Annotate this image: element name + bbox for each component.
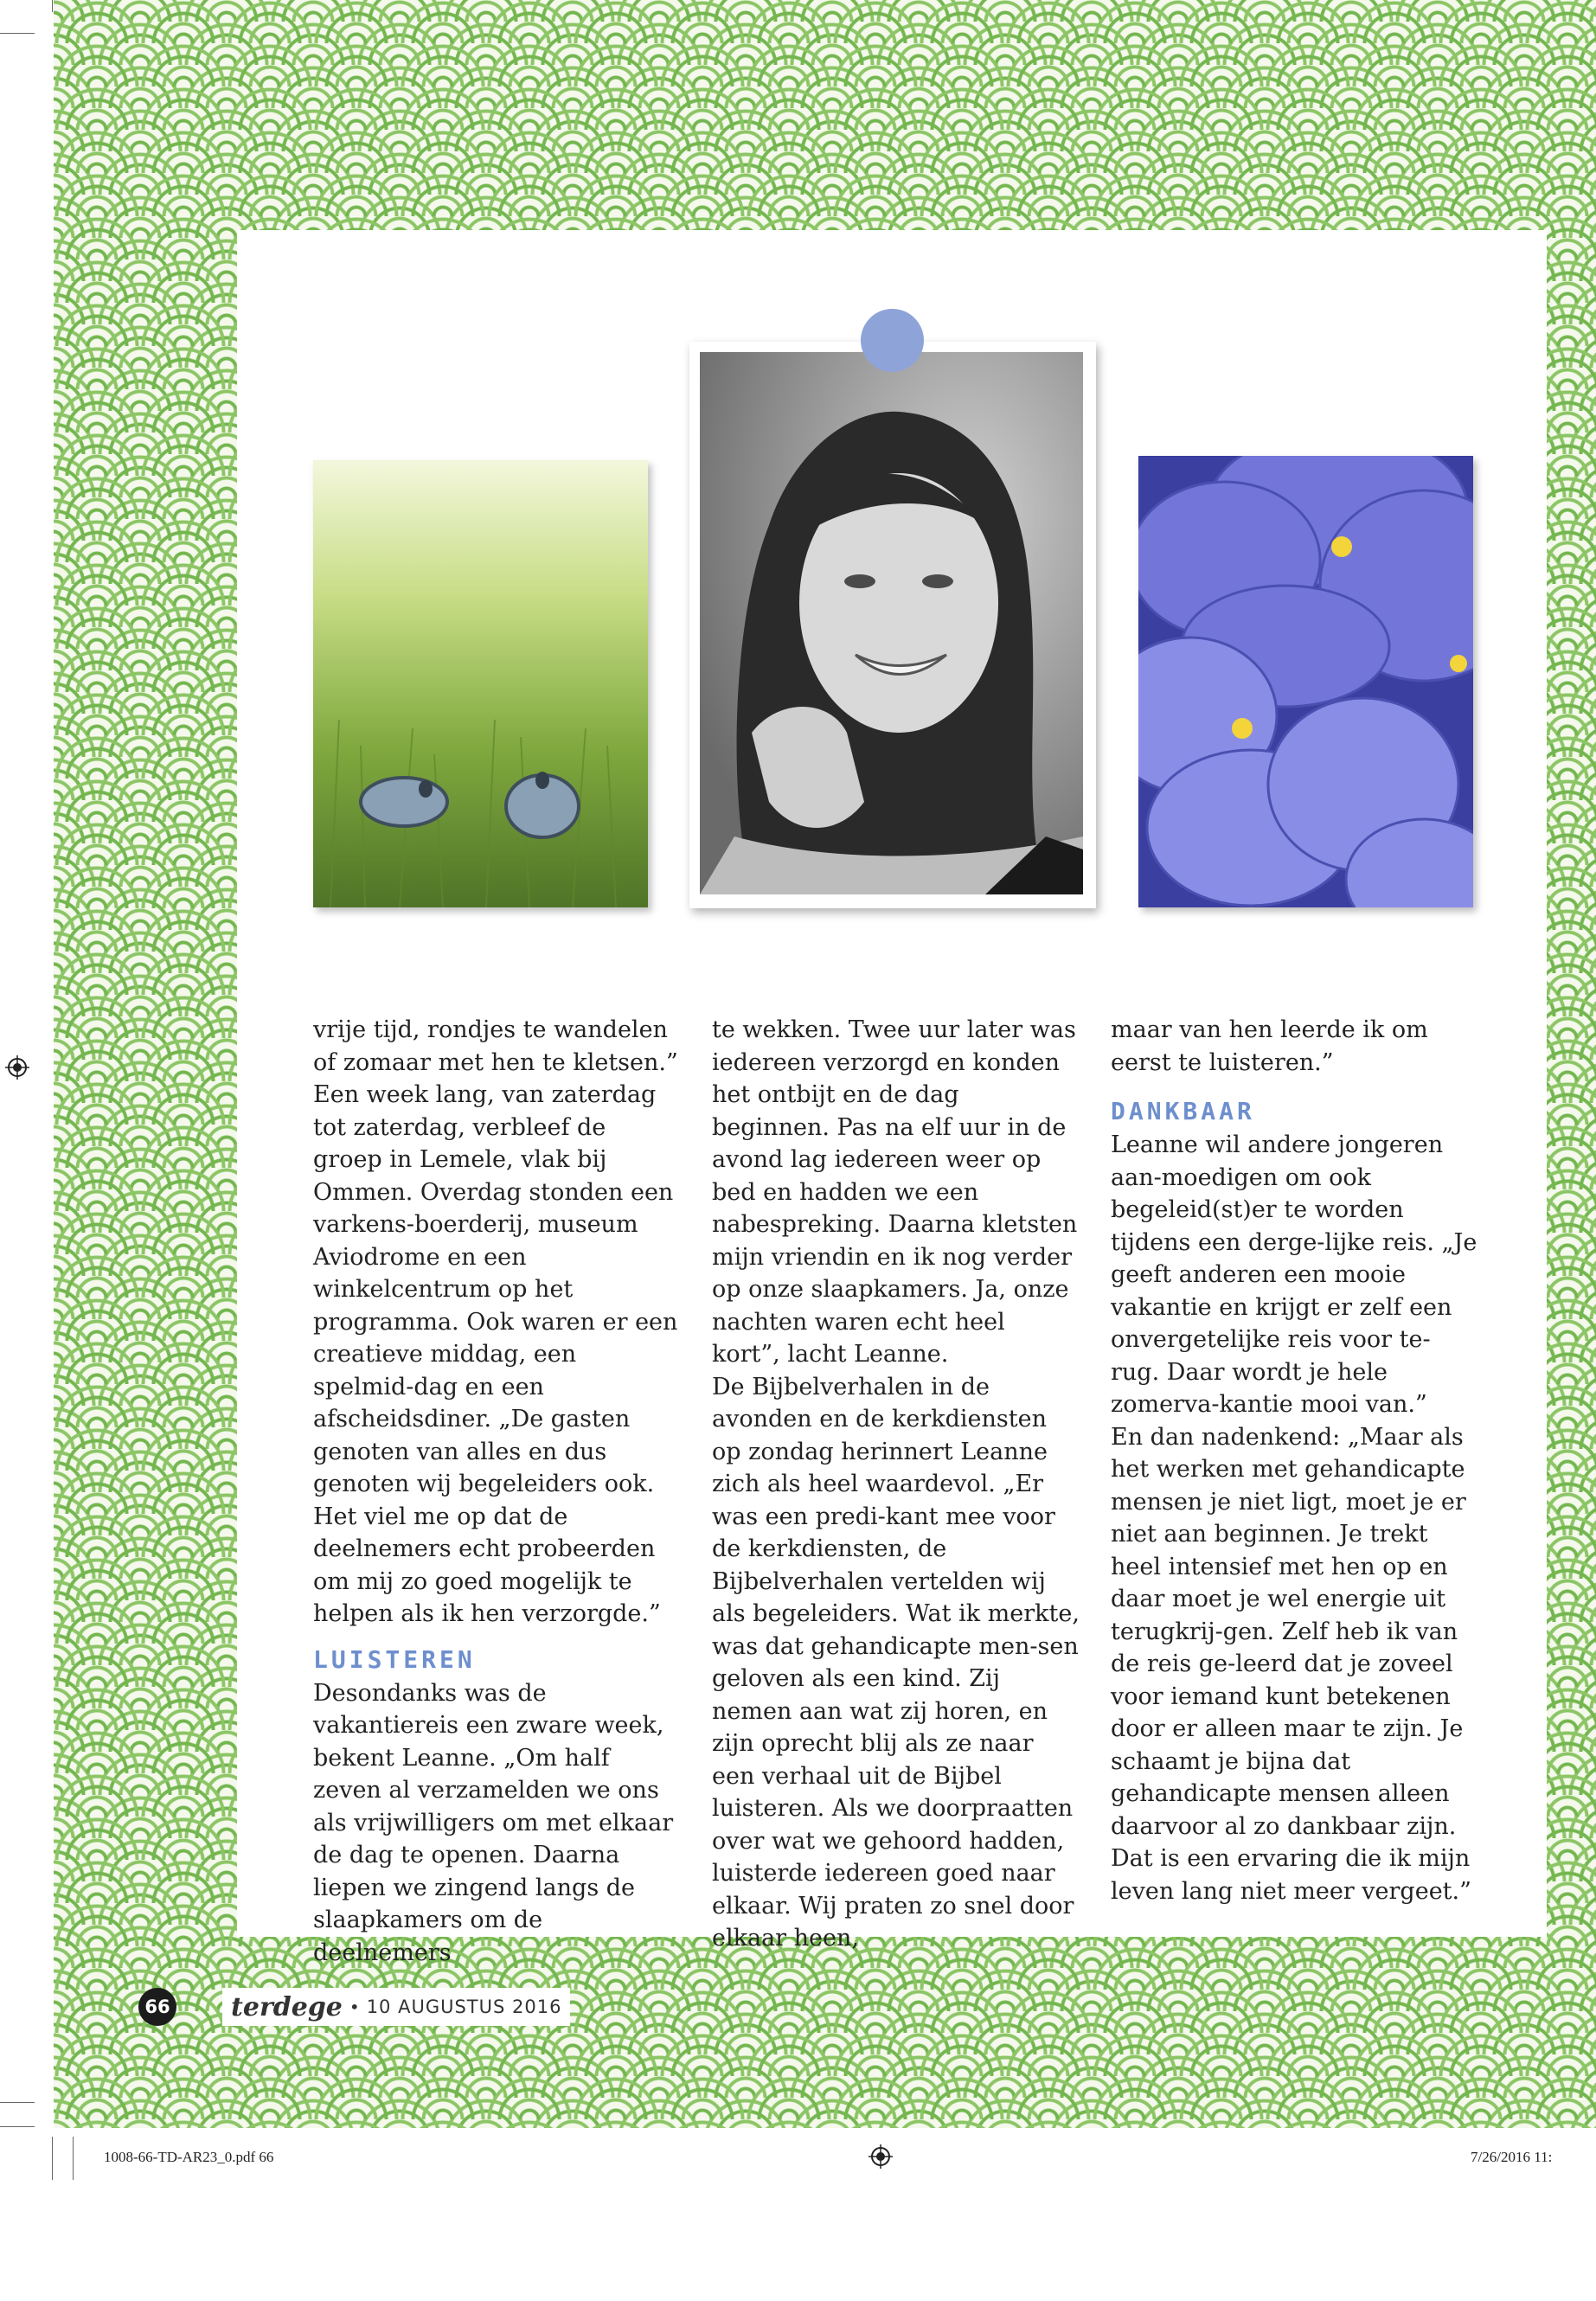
push-pin-icon (861, 309, 924, 372)
magazine-name: terdege (231, 1991, 343, 2022)
crop-mark (0, 33, 35, 34)
registration-mark-icon (869, 2144, 893, 2169)
photo-purple-pansies (1138, 456, 1473, 907)
text-column-1 (313, 1014, 681, 1969)
registration-mark-icon (5, 1055, 29, 1080)
print-slug-timestamp: 7/26/2016 11: (1471, 2149, 1553, 2165)
portrait-photo (700, 352, 1083, 894)
crop-mark (0, 2126, 35, 2127)
crop-mark (0, 2102, 35, 2103)
section-heading-dankbaar: DANKBAAR (1111, 1097, 1255, 1125)
crop-mark (52, 0, 53, 12)
text-column-2 (712, 1014, 1080, 1955)
footer-magazine-label (222, 1988, 570, 2026)
paragraph: Desondanks was de vakantiereis een zware week, bekent Leanne. „Om half zeven al verzamelden we ons als vrijwilligers om met elkaar de dag te openen. Daarna liepen we zingend langs de slaapkamers om de deelnemers (313, 1679, 674, 1966)
section-heading-luisteren: LUISTEREN (313, 1644, 476, 1674)
crop-mark (52, 2137, 53, 2180)
paragraph: Leanne wil andere jongeren aan-moedigen om ook begeleid(st)er te worden tijdens een derge-lijke reis. „Je geeft anderen een mooie vakantie en krijgt er zelf een onvergetelijke reis voor te-rug. Daar wordt je hele zomerva-kantie mooi van.” (1111, 1131, 1477, 1418)
portrait-photo-frame (689, 342, 1096, 908)
paragraph: De Bijbelverhalen in de avonden en de kerkdiensten op zondag herinnert Leanne zich als heel waardevol. „Er was een predi-kant mee voor de kerkdiensten, de Bijbelverhalen vertelden wij als begeleiders. Wat ik merkte, was dat gehandicapte men-sen geloven als een kind. Zij nemen aan wat zij horen, en zijn oprecht blij als ze naar een verhaal uit de Bijbel luisteren. Als we doorpraatten over wat we gehoord hadden, luisterde iedereen goed naar elkaar. Wij praten zo snel door elkaar heen, (712, 1373, 1080, 1952)
paragraph: vrije tijd, rondjes te wandelen of zomaar met hen te kletsen.” Een week lang, van zaterdag tot zaterdag, verbleef de groep in Lemele, vlak bij Ommen. Overdag stonden een varkens-boerderij, museum Aviodrome en een winkelcentrum op het programma. Ook waren er een creatieve middag, een spelmid-dag en een afscheidsdiner. „De gasten genoten van alles en dus genoten wij begeleiders ook. Het viel me op dat de deelnemers echt probeerden om mij zo goed mogelijk te helpen als ik hen verzorgde.” (313, 1016, 678, 1627)
crop-mark (73, 2137, 74, 2180)
photo-flip-flops-on-grass (313, 460, 648, 907)
page-number-badge: 66 (138, 1988, 176, 2026)
paragraph: En dan nadenkend: „Maar als het werken met gehandicapte mensen je niet ligt, moet je er niet aan beginnen. Je trekt heel intensief met hen op en daar moet je wel energie uit terugkrij-gen. Zelf heb ik van de reis ge-leerd dat je zoveel voor iemand kunt betekenen door er alleen maar te zijn. Je schaamt je bijna dat gehandicapte mensen alleen daarvoor al zo dankbaar zijn. Dat is een ervaring die ik mijn leven lang niet meer vergeet.” (1111, 1423, 1471, 1905)
paragraph: te wekken. Twee uur later was iedereen verzorgd en konden het ontbijt en de dag beginnen. Pas na elf uur in de avond lag iedereen weer op bed en hadden we een nabespreking. Daarna kletsten mijn vriendin en ik nog verder op onze slaapkamers. Ja, onze nachten waren echt heel kort”, lacht Leanne. (712, 1016, 1078, 1368)
print-slug-filename: 1008-66-TD-AR23_0.pdf 66 (104, 2149, 274, 2165)
footer-separator: • (349, 1997, 360, 2017)
issue-date: 10 AUGUSTUS 2016 (366, 1997, 562, 2017)
paragraph: maar van hen leerde ik om eerst te luisteren.” (1111, 1016, 1428, 1076)
text-column-3 (1111, 1014, 1478, 1907)
